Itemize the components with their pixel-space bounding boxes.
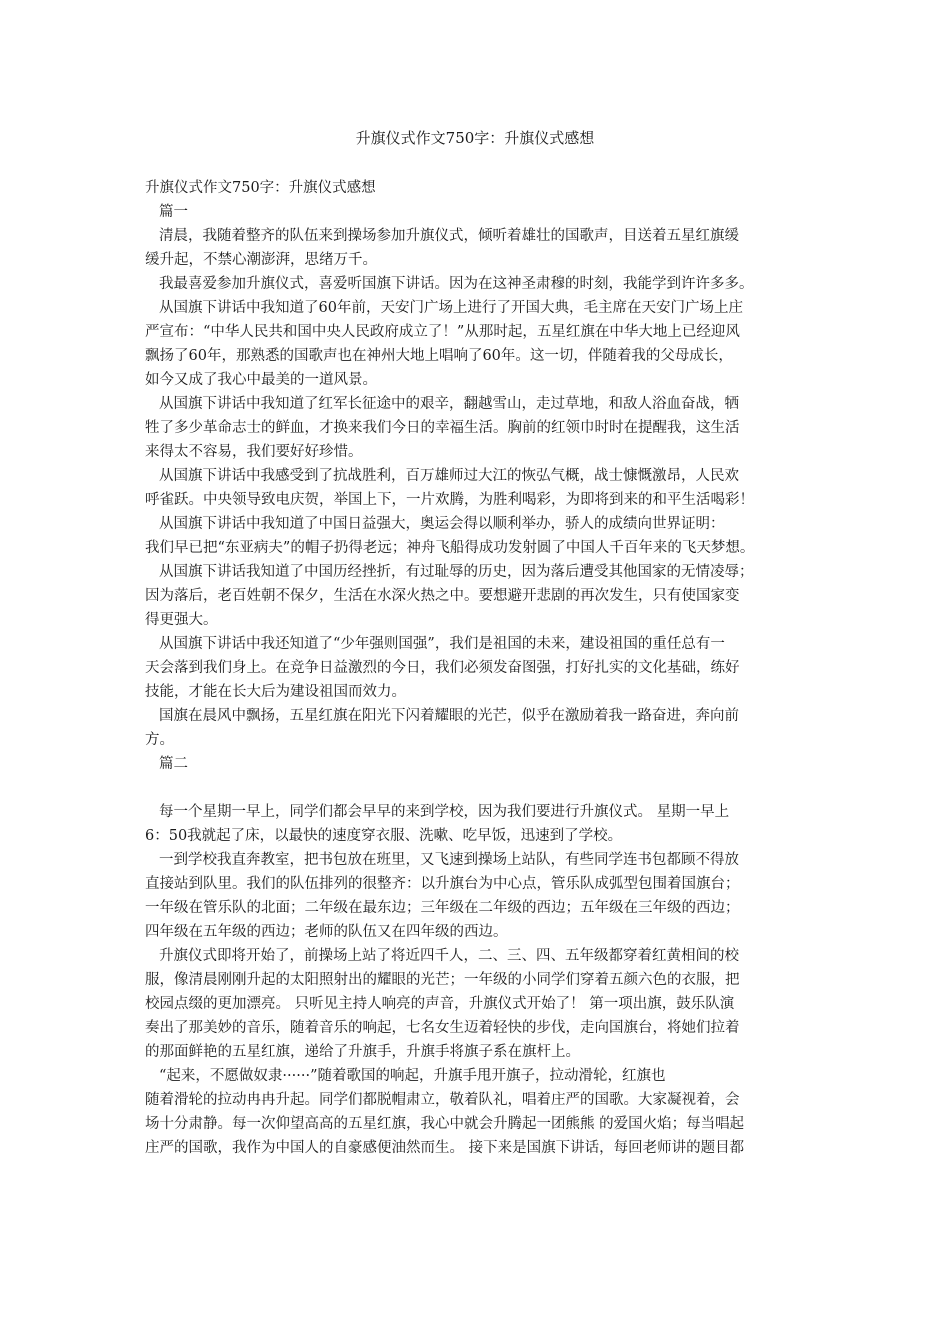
text-line: 得更强大。 [145,612,218,628]
text-line: 飘扬了60年，那熟悉的国歌声也在神州大地上唱响了60年。这一切，伴随着我的父母成长， [145,348,733,364]
text-line: 我们早已把“东亚病夫”的帽子扔得老远；神舟飞船得成功发射圆了中国人千百年来的飞天梦想。 [145,540,755,556]
text-line: 因为落后，老百姓朝不保夕，生活在水深火热之中。要想避开悲剧的再次发生，只有使国家变 [145,588,740,604]
text-line: 从国旗下讲话我知道了中国历经挫折，有过耻辱的历史，因为落后遭受其他国家的无情凌辱； [159,564,754,580]
text-line: 一年级在管乐队的北面；二年级在最东边；三年级在二年级的西边；五年级在三年级的西边； [145,900,740,916]
text-line: 校园点缀的更加漂亮。 只听见主持人响亮的声音，升旗仪式开始了！ 第一项出旗，鼓乐队演 [145,996,735,1012]
blank-line [145,776,810,800]
text-line: 清晨，我随着整齐的队伍来到操场参加升旗仪式，倾听着雄壮的国歌声，目送着五星红旗缓 [159,228,739,244]
document-body [145,176,810,1160]
text-line: “起来，不愿做奴隶······”随着歌国的响起，升旗手甩开旗子，拉动滑轮，红旗也 [159,1068,666,1084]
text-line: 从国旗下讲话中我还知道了“少年强则国强”，我们是祖国的未来，建设祖国的重任总有一 [159,636,725,652]
text-line: 天会落到我们身上。在竞争日益激烈的今日，我们必须发奋图强，打好扎实的文化基础，练好 [145,660,740,676]
text-line: 如今又成了我心中最美的一道风景。 [145,372,377,388]
section-heading-2: 篇二 [159,756,188,772]
text-line: 场十分肃静。每一次仰望高高的五星红旗，我心中就会升腾起一团熊熊 的爱国火焰；每当唱起 [145,1116,745,1132]
text-line: 从国旗下讲话中我知道了红军长征途中的艰辛，翻越雪山，走过草地，和敌人浴血奋战，牺 [159,396,739,412]
text-line: 庄严的国歌，我作为中国人的自豪感便油然而生。 接下来是国旗下讲话，每回老师讲的题目都 [145,1140,745,1156]
text-line: 6：50我就起了床，以最快的速度穿衣服、洗嗽、吃早饭，迅速到了学校。 [145,828,623,844]
text-line: 直接站到队里。我们的队伍排列的很整齐：以升旗台为中心点，管乐队成弧型包围着国旗台； [145,876,740,892]
text-line: 技能，才能在长大后为建设祖国而效力。 [145,684,406,700]
text-line: 服，像清晨刚刚升起的太阳照射出的耀眼的光芒；一年级的小同学们穿着五颜六色的衣服，把 [145,972,740,988]
text-line: 牲了多少革命志士的鲜血，才换来我们今日的幸福生活。胸前的红领巾时时在提醒我，这生活 [145,420,740,436]
text-line: 随着滑轮的拉动冉冉升起。同学们都脱帽肃立，敬着队礼，唱着庄严的国歌。大家凝视着，会 [145,1092,740,1108]
text-line: 我最喜爱参加升旗仪式，喜爱听国旗下讲话。因为在这神圣肃穆的时刻，我能学到许许多多。 [159,276,754,292]
text-line: 严宣布：“中华人民共和国中央人民政府成立了！”从那时起，五星红旗在中华大地上已经迎风 [145,324,740,340]
text-line: 从国旗下讲话中我知道了60年前，天安门广场上进行了开国大典，毛主席在天安门广场上庄 [159,300,743,316]
text-line: 国旗在晨风中飘扬，五星红旗在阳光下闪着耀眼的光芒，似乎在激励着我一路奋进，奔向前 [159,708,739,724]
text-line: 每一个星期一早上，同学们都会早早的来到学校，因为我们要进行升旗仪式。 星期一早上 [159,804,730,820]
text-line: 从国旗下讲话中我感受到了抗战胜利，百万雄师过大江的恢弘气概，战士慷慨激昂，人民欢 [159,468,739,484]
text-line: 方。 [145,732,174,748]
text-line: 缓升起，不禁心潮澎湃，思绪万千。 [145,252,377,268]
document-title: 升旗仪式作文750字：升旗仪式感想 [355,129,595,147]
text-line: 从国旗下讲话中我知道了中国日益强大，奥运会得以顺利举办，骄人的成绩向世界证明： [159,516,725,532]
text-line: 一到学校我直奔教室，把书包放在班里，又飞速到操场上站队，有些同学连书包都顾不得放 [159,852,739,868]
document-subtitle: 升旗仪式作文750字：升旗仪式感想 [145,180,376,196]
text-line: 奏出了那美妙的音乐，随着音乐的响起，七名女生迈着轻快的步伐，走向国旗台，将她们拉着 [145,1020,740,1036]
text-line: 呼雀跃。中央领导致电庆贺，举国上下，一片欢腾，为胜利喝彩，为即将到来的和平生活喝彩！ [145,492,754,508]
text-line: 来得太不容易，我们要好好珍惜。 [145,444,363,460]
text-line: 的那面鲜艳的五星红旗，递给了升旗手，升旗手将旗子系在旗杆上。 [145,1044,580,1060]
section-heading-1: 篇一 [159,204,188,220]
text-line: 升旗仪式即将开始了，前操场上站了将近四千人，二、三、四、五年级都穿着红黄相间的校 [159,948,739,964]
text-line: 四年级在五年级的西边；老师的队伍又在四年级的西边。 [145,924,508,940]
